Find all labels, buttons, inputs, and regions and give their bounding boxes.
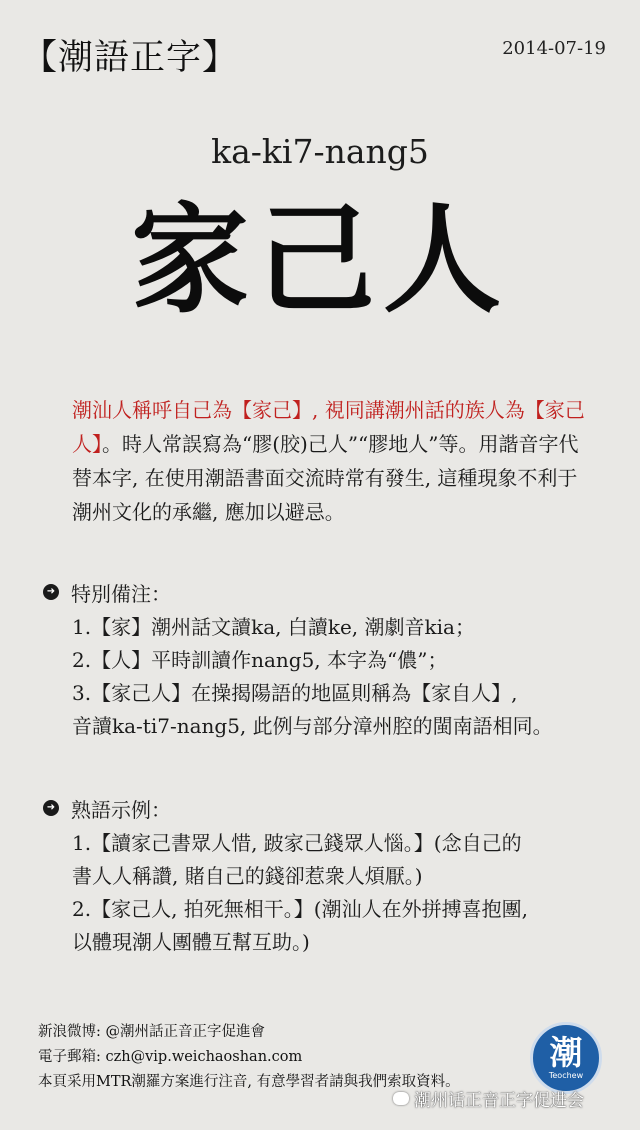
logo-text: Teochew <box>548 1071 584 1080</box>
page-title: 【潮語正字】 <box>22 38 239 78</box>
example-line: 1.【讀家己書眾人惜, 跛家己錢眾人惱。】(念自己的 <box>72 831 522 855</box>
footer-weibo: 新浪微博: @潮州話正音正字促進會 <box>38 1024 265 1040</box>
example-line: 2.【家己人, 拍死無相干。】(潮汕人在外拼搏喜抱團, <box>72 897 528 921</box>
intro-highlight: 潮汕人稱呼自己為【家己】, 視同講潮州話的族人為【家己人】 <box>72 398 585 456</box>
wechat-icon <box>393 1092 409 1105</box>
intro-paragraph <box>72 393 592 529</box>
examples-heading <box>43 794 603 822</box>
watermark-text: 潮州话正音正字促进会 <box>414 1091 584 1111</box>
notes-section <box>43 578 603 743</box>
examples-section <box>43 794 603 959</box>
note-line: 3.【家己人】在操揭陽語的地區則稱為【家自人】, <box>72 681 518 705</box>
romanization: ka-ki7-nang5 <box>211 132 429 171</box>
watermark <box>393 1086 584 1111</box>
note-line: 2.【人】平時訓讀作nang5, 本字為“儂”； <box>72 648 448 672</box>
date-label: 2014-07-19 <box>502 38 606 59</box>
intro-body: 。時人常誤寫為“膠(胶)己人”“膠地人”等。用諧音字代替本字, 在使用潮語書面交流時常有發生, 這種現象不利于潮州文化的承繼, 應加以避忌。 <box>72 432 579 524</box>
logo-char: 潮 <box>549 1033 583 1072</box>
association-logo <box>530 1022 602 1094</box>
examples-heading-label: 熟語示例： <box>71 797 171 822</box>
note-line: 音讀ka-ti7-nang5, 此例与部分漳州腔的閩南語相同。 <box>72 714 553 738</box>
footer-note: 本頁采用MTR潮羅方案進行注音, 有意學習者請與我們索取資料。 <box>38 1074 460 1090</box>
notes-heading-label: 特別備注： <box>71 581 171 606</box>
example-line: 以體現潮人團體互幫互助。) <box>72 930 310 954</box>
example-line: 書人人稱讚, 賭自己的錢卻惹衆人煩厭。) <box>72 864 423 888</box>
footer-email: 電子郵箱: czh@vip.weichaoshan.com <box>38 1049 303 1065</box>
circle-arrow-right-icon: ➜ <box>43 584 59 600</box>
circle-arrow-right-icon: ➜ <box>43 800 59 816</box>
footer <box>38 1020 460 1095</box>
headword: 家己人 <box>130 190 509 329</box>
note-line: 1.【家】潮州話文讀ka, 白讀ke, 潮劇音kia； <box>72 615 475 639</box>
notes-heading <box>43 578 603 606</box>
